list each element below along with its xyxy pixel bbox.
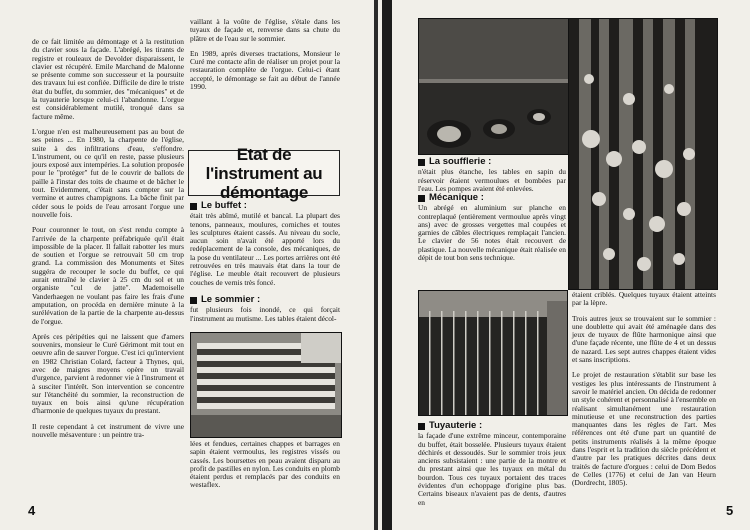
square-bullet-icon [418,195,425,202]
paragraph: lées et fendues, certaines chappes et barrages en sapin étaient vermoulus, les registres vissés ou cassés. Les boursettes en peau avaient disparu au profit de pastilles en nylon. Les conduits en plomb étaient perdus et remplacés par des conduits en westaflex. [190,439,340,490]
square-bullet-icon [418,423,425,430]
mechanism-photo [418,290,568,416]
paragraph: étaient criblés. Quelques tuyaux étaient atteints par la lèpre. [572,290,716,308]
soufflerie-text: n'était plus étanche, les tables en sapin du réservoir étaient vermoulues et bombées par l'eau. Les pompes avaient été enlevées. [418,167,566,193]
sommier-continued [190,440,340,497]
soufflerie-heading: La soufflerie : [418,158,566,166]
paragraph: Le projet de restauration s'établit sur base les vestiges les plus intéressants de l'instrument à savoir le matériel ancien. On décida de redonner un style cohérent et personnalisé à l'ensemble en réalisant simultanément une restauration minutieuse et une reconstruction des parties manquantes dans les règles de l'art. Mes références ont été d'une part un quantité de petits instruments réalisés à la même époque dans l'esprit et la tradition du siècle précédent et d'autre par les pratiques décrites dans deux traités de facture d'orgues : celui de Dom Bedos de Celles (1776) et celui de Jan van Heurn (Dordrecht, 1805). [572,370,716,488]
paragraph: Trois autres jeux se trouvaient sur le sommier : une doublette qui avait été aménagée dans des jeux de tuyaux de flûte harmonique ainsi que d'une façade récente, une flûte de 4 et un dessus de nazard. Les sept autres chappes étaient vides et sans inscriptions. [572,313,716,365]
sommier-text: fut plusieurs fois inondé, ce qui forçait l'instrument au mutisme. Les tables étaient décol- [190,305,340,323]
sommier-section [190,296,340,330]
tuyauterie-text: la façade d'une extrême minceur, contemporaine du buffet, était bosselée. Plusieurs tuyaux étaient déchirés et dessoudés. Sur le sommier trois jeux anciens subsistaient : une partie de la montre et du prestant ainsi que les tuyaux en métal du bourdon. Tous ces tuyaux portaient des traces évidentes d'un echoppage d'origine plus bas. Certains biseaux n'avaient pas de dents, d'autres en [418,431,566,507]
page-number-left: 4 [28,503,36,518]
paragraph: de ce fait limitée au démontage et à la restitution du clavier sous la façade. L'abrégé, les tirants de registre et rouleaux de Devolder disparaissent, le clavier est récupéré. Emile Marchand de Malonne se présente comme son successeur et la poursuite des travaux lui est confiée. Difficile de dire le triste état du buffet, du sommier, des "mécaniques" et de la tuyauterie lorsque celui-ci l'abandonne. L'orgue est considérablement mutilé, tronqué dans sa facture même. [32,37,184,121]
pipes-bundle-image [569,19,717,289]
paragraph: En 1989, après diverses tractations, Monsieur le Curé me contacte afin de réaliser un projet pour la restauration complète de l'orgue. Celui-ci étant accepté, le démontage se fait au début de l'année 1990. [190,48,340,92]
square-bullet-icon [190,297,197,304]
section-title-box [188,144,340,202]
tuyauterie-heading: Tuyauterie : [418,422,566,430]
mecanique-section [418,194,566,269]
tuyauterie-section [418,422,566,514]
sommier-heading: Le sommier : [190,296,340,304]
buffet-text: était très abîmé, mutilé et bancal. La plupart des tenons, panneaux, moulures, corniches et toutes les sculptures étaient cassés. Au niveau du socle, aucun soin n'avait été apporté lors du redéplacement de la console, des mécaniques, de la pose du ventilateur ... Les portes arrières ont été retrouvées en très mauvais état dans la tour de l'église. Le meuble était recouvert de plusieurs couches de vernis très foncé. [190,211,340,287]
mecanique-text: Un abrégé en aluminium sur planche en contreplaqué (entièrement vermoulue après vingt ans) avec de grosses vergettes mal coupées et garnies de câbles électriques remplaçait l'ancien. Le clavier de 56 notes était recouvert de plastique. La nouvelle mécanique était réalisée en dépit de tout bon sens technique. [418,203,566,263]
buffet-heading: Le buffet : [190,202,340,210]
paragraph: L'orgue n'en est malheureusement pas au bout de ses peines ... En 1980, la charpente de l'église, suite à des infiltrations d'eau, s'effondre. L'instrument, ou ce qu'il en reste, passe plusieurs jours exposé aux intempéries. La solution proposée pour le "protéger" fut de le couvrir de ballots de paille à l'instar des toits de chaume et de bâcher le tout. Evidemment, c'était sans compter sur la vermine et autres champignons. La bâche finit par céder sous le poids de l'eau arrosant l'orgue une nouvelle fois. [32,126,184,219]
square-bullet-icon [190,203,197,210]
sommier-photo [190,332,342,438]
buffet-section [190,202,340,294]
left-column-1 [32,38,184,446]
right-column-2 [572,291,716,495]
mecanique-heading: Mécanique : [418,194,566,202]
paragraph: vaillant à la voûte de l'église, s'étale dans les tuyaux de façade et, renverse dans sa chute du plâtre et de l'eau sur le sommier. [190,17,340,43]
section-title: Etat de l'instrument au démontage [205,144,323,202]
left-column-2-top [190,18,340,98]
paragraph: Après ces péripéties qui ne laissent que d'amers souvenirs, monsieur le Curé Gérimont mit tout en oeuvre afin de sauver l'orgue. C'est ici qu'intervient en 1982 Christian Colard, facteur à Thynes, qui, avec de maigres moyens opère un travail d'urgence, parvient à redonner vie à l'instrument et à susciter l'intérêt. Son intervention se concentre sur l'étanchéité du sommier, la reconstruction de tuyaux en bois ainsi qu'une récupération d'harmonie de quelques tuyaux du prestant. [32,331,184,416]
mechanism-photo-image [419,291,567,415]
pipes-photo-right [568,18,718,290]
square-bullet-icon [418,159,425,166]
paragraph: Pour couronner le tout, on s'est rendu compte à l'arrivée de la charpente préfabriquée qu'il était impossible de la placer. Il fallait rabotter les murs de soutien et l'orgue se retrouvait 50 cm trop grand. La commission des Monuments et Sites suggéra de recouper le socle du buffet, ce qui aurait entraîné le clavier à 25 cm du sol et un organiste "cul de jatte". Mademoiselle Vanderhaegen ne voulant pas faire les frais d'une amputation, on procéda en dernière minute à la surélévation de la partie de la charpente au-dessus de l'orgue. [32,225,184,326]
pipes-photo-image [419,19,569,154]
pipes-photo-top-left [418,18,570,155]
paragraph: Il reste cependant à cet instrument de vivre une nouvelle mésaventure : un peintre tra- [32,421,184,440]
sommier-photo-image [191,333,341,437]
edge-bar [382,0,392,530]
right-page [378,0,750,530]
page-number-right: 5 [726,503,734,518]
